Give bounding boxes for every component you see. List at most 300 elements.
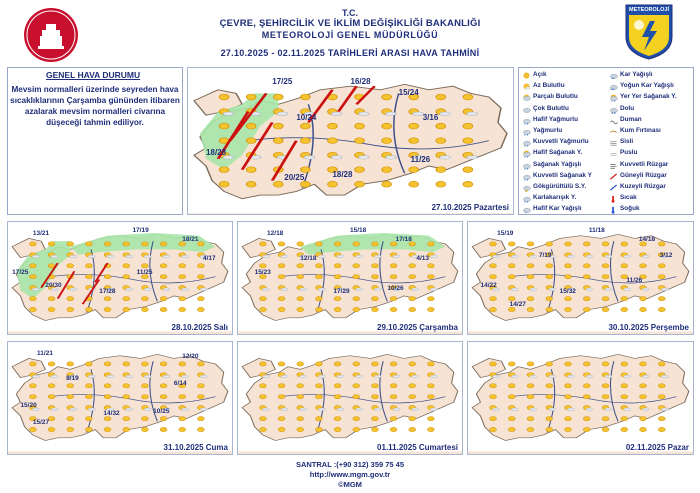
sun-icon [382, 167, 392, 173]
sun-icon [123, 384, 130, 388]
south-wind-icon [609, 173, 618, 181]
sun-icon [353, 242, 360, 246]
sun-icon [67, 384, 74, 388]
cloud-icon [623, 408, 631, 411]
sun-icon [527, 416, 534, 420]
cloud-icon [530, 408, 538, 411]
cloud-icon [69, 255, 76, 258]
turkey-map [468, 222, 693, 334]
sun-icon [86, 384, 93, 388]
legend-item [522, 183, 592, 194]
sun-icon [640, 384, 647, 388]
sun-icon [142, 395, 149, 399]
sun-icon [334, 427, 341, 431]
legend-item [522, 205, 592, 216]
cloud-icon [51, 375, 58, 378]
sun-icon [621, 384, 628, 388]
temperature-label: 15/19 [497, 230, 514, 238]
map-panel-friday [7, 341, 233, 455]
cloud-icon [548, 375, 556, 378]
sun-icon [390, 362, 397, 366]
footer-website[interactable]: http://www.mgm.gov.tr [309, 470, 391, 479]
temperature-label: 20/30 [45, 282, 62, 290]
legend-item [522, 93, 592, 104]
cloud-icon [281, 288, 288, 291]
sun-icon [104, 275, 111, 279]
sun-icon [428, 264, 435, 268]
sun-icon [490, 264, 497, 268]
cloud-icon [125, 255, 132, 258]
sun-icon [565, 384, 572, 388]
sun-icon [86, 395, 93, 399]
sun-icon [409, 138, 419, 144]
legend-item-label: Yoğun Kar Yağışlı [620, 82, 674, 90]
sun-icon [104, 296, 111, 300]
rain-icon [522, 128, 531, 136]
sun-icon [30, 427, 37, 431]
sun-icon [219, 94, 229, 100]
cloud-icon [125, 408, 132, 411]
sun-icon [179, 427, 186, 431]
cloud-icon [492, 255, 500, 258]
sun-icon [428, 307, 435, 311]
sun-icon [179, 395, 186, 399]
cloud-icon [331, 112, 342, 116]
sun-icon [527, 307, 534, 311]
cloud-icon [299, 408, 306, 411]
legend-item-label: Çok Bulutlu [533, 104, 569, 112]
sun-icon [390, 275, 397, 279]
sun-icon [246, 94, 256, 100]
sun-icon [334, 384, 341, 388]
sun-icon [160, 275, 167, 279]
sun-icon [372, 242, 379, 246]
sun-icon [246, 181, 256, 187]
sun-icon [316, 307, 323, 311]
legend-item-label: Sisli [620, 138, 634, 146]
sun-icon [328, 123, 338, 129]
sun-icon [390, 395, 397, 399]
sun-icon [382, 181, 392, 187]
sun-icon [490, 275, 497, 279]
svg-text:***: *** [610, 88, 615, 92]
sun-icon [334, 275, 341, 279]
sun-icon [621, 307, 628, 311]
legend-column-left [522, 71, 592, 216]
map-panel-tuesday [7, 221, 233, 335]
sun-icon [436, 94, 446, 100]
turkey-map [238, 222, 462, 334]
cloud-icon [440, 112, 451, 116]
sun-icon [316, 242, 323, 246]
temperature-label: 11/18 [588, 227, 605, 235]
sun-icon [390, 307, 397, 311]
sun-icon [508, 242, 515, 246]
sun-icon [219, 167, 229, 173]
sun-icon [508, 427, 515, 431]
map-date-label: 27.10.2025 Pazartesi [431, 203, 509, 212]
sun-icon [527, 296, 534, 300]
cloud-icon [548, 408, 556, 411]
temperature-label: 18/28 [206, 147, 227, 157]
sun-icon [583, 242, 590, 246]
sleet-icon [522, 195, 531, 203]
sun-icon [409, 427, 416, 431]
map-panel-monday [187, 67, 514, 215]
sun-icon [409, 384, 416, 388]
map-date-label: 30.10.2025 Perşembe [608, 323, 689, 332]
legend-item [609, 205, 677, 216]
sun-icon [565, 307, 572, 311]
sun-icon [30, 275, 37, 279]
sun-icon [428, 296, 435, 300]
sun-icon [508, 395, 515, 399]
sun-icon [508, 264, 515, 268]
sun-icon [583, 416, 590, 420]
sun-icon [546, 264, 553, 268]
hot-icon [609, 195, 618, 203]
temperature-label: 15/20 [20, 402, 37, 410]
sun-icon [48, 384, 55, 388]
cloud-icon [661, 408, 669, 411]
cloud-icon [262, 408, 269, 411]
legend-item-label: Kuzeyli Rüzgar [620, 182, 666, 190]
cloud-icon [88, 408, 95, 411]
sun-icon [602, 384, 609, 388]
cloud-icon [200, 375, 207, 378]
sun-icon [490, 427, 497, 431]
temperature-label: 13/21 [32, 230, 50, 238]
cloud-icon [393, 375, 400, 378]
cloud-icon [200, 288, 207, 291]
sun-icon [355, 167, 365, 173]
footer-copyright: ©MGM [338, 480, 362, 489]
sun-icon [301, 167, 311, 173]
sun-icon [334, 296, 341, 300]
sun-icon [316, 384, 323, 388]
cloud-icon [522, 106, 531, 114]
cloud-icon [511, 408, 519, 411]
sandstorm-icon [609, 128, 618, 136]
sun-icon [334, 307, 341, 311]
sun-icon [260, 242, 267, 246]
sun-icon [123, 362, 130, 366]
sun-icon [527, 264, 534, 268]
sun-icon [621, 395, 628, 399]
sun-icon [546, 362, 553, 366]
cloud-icon [163, 255, 170, 258]
legend-item-label: Kuvvetli Sağanak Y [533, 171, 592, 179]
sun-icon [508, 384, 515, 388]
legend-item-label: Az Bulutlu [533, 82, 565, 90]
legend-item [522, 149, 592, 160]
local-shower-icon [609, 94, 618, 102]
cloud-icon [262, 288, 269, 291]
temperature-label: 14/18 [638, 235, 656, 243]
cloud-icon [181, 375, 188, 378]
cloud-icon [318, 255, 325, 258]
cloud-icon [107, 255, 114, 258]
cloud-icon [467, 112, 478, 116]
sun-icon [198, 275, 205, 279]
sun-icon [142, 416, 149, 420]
sun-icon [602, 395, 609, 399]
sun-icon [48, 307, 55, 311]
sun-icon [390, 416, 397, 420]
temperature-label: 12/18 [267, 230, 284, 238]
sun-icon [490, 384, 497, 388]
cloud-icon [661, 288, 669, 291]
map-date-label: 02.11.2025 Pazar [625, 443, 689, 452]
sun-icon [353, 395, 360, 399]
sun-icon [390, 296, 397, 300]
cloud-icon [200, 408, 207, 411]
sun-icon [30, 296, 37, 300]
sun-icon [179, 275, 186, 279]
sun-icon [86, 362, 93, 366]
cloud-icon [32, 255, 39, 258]
sun-icon [658, 416, 665, 420]
cloud-icon [548, 288, 556, 291]
cloud-icon [605, 255, 613, 258]
sun-icon [123, 307, 130, 311]
sun-icon [142, 296, 149, 300]
sun-icon [583, 395, 590, 399]
sun-icon [260, 264, 267, 268]
sun-icon [142, 427, 149, 431]
sun-icon [355, 123, 365, 129]
sun-icon [527, 395, 534, 399]
temperature-label: 16/28 [350, 77, 371, 87]
temperature-label: 17/25 [12, 268, 29, 276]
sun-icon [278, 242, 285, 246]
sun-icon [297, 384, 304, 388]
sun-icon [179, 362, 186, 366]
cloud-icon [623, 255, 631, 258]
temperature-label: 4/13 [416, 254, 430, 262]
sun-icon [160, 427, 167, 431]
sun-icon [297, 416, 304, 420]
legend-item-label: Kar Yağışlı [620, 71, 653, 78]
sun-icon [621, 416, 628, 420]
sun-icon [372, 264, 379, 268]
sun-icon [546, 427, 553, 431]
sun-icon [67, 416, 74, 420]
sun-icon [246, 138, 256, 144]
map-date-label: 28.10.2025 Salı [171, 323, 228, 332]
cloud-icon [318, 288, 325, 291]
temperature-label: 15/18 [350, 227, 367, 235]
sun-icon [260, 307, 267, 311]
legend-item-label: Karlakarışık Y. [533, 194, 577, 202]
temperature-label: 3/12 [659, 252, 673, 260]
legend-item-label: Güneyli Rüzgar [620, 171, 667, 179]
sun-icon [658, 264, 665, 268]
cloud-icon [385, 112, 396, 116]
sun-icon [260, 395, 267, 399]
cloud-icon [331, 156, 342, 160]
sun-icon [198, 395, 205, 399]
heavy-shower-icon [522, 173, 531, 181]
sun-icon [602, 427, 609, 431]
sun-icon [48, 362, 55, 366]
legend-item [609, 82, 677, 93]
legend-item-label: Kum Fırtınası [620, 126, 661, 134]
temperature-label: 11/26 [410, 155, 431, 165]
map-date-label: 31.10.2025 Cuma [163, 443, 228, 452]
temperature-label: 11/25 [136, 268, 153, 276]
sun-icon [48, 242, 55, 246]
cold-icon [609, 206, 618, 214]
sun-icon [355, 138, 365, 144]
sun-icon [621, 427, 628, 431]
sun-icon [372, 384, 379, 388]
sun-icon [160, 264, 167, 268]
legend-item-label: Kuvvetli Yağmurlu [533, 138, 589, 146]
sun-icon [372, 427, 379, 431]
sun-icon [316, 275, 323, 279]
sun-icon [353, 264, 360, 268]
heavy-snow-icon [609, 83, 618, 91]
temperature-label: 3/16 [422, 113, 439, 123]
sun-icon [490, 395, 497, 399]
sun-icon [316, 296, 323, 300]
sun-icon [179, 296, 186, 300]
cloud-icon [511, 255, 519, 258]
sun-icon [297, 275, 304, 279]
legend-item-label: Hafif Yağmurlu [533, 115, 578, 123]
sun-icon [297, 296, 304, 300]
sun-icon [278, 384, 285, 388]
temperature-label: 10/25 [153, 407, 170, 415]
sun-icon [640, 264, 647, 268]
cloud-icon [393, 408, 400, 411]
sun-icon [142, 307, 149, 311]
sun-icon [583, 384, 590, 388]
cloud-icon [355, 255, 362, 258]
sun-icon [198, 307, 205, 311]
legend-item [522, 161, 592, 172]
temperature-label: 17/19 [132, 227, 149, 235]
sun-icon [123, 416, 130, 420]
legend-item [609, 183, 677, 194]
sun-icon [179, 264, 186, 268]
legend-item [609, 161, 677, 172]
sun-icon [527, 362, 534, 366]
sun-icon [334, 416, 341, 420]
sun-icon [316, 264, 323, 268]
sun-icon [123, 242, 130, 246]
legend-item-label: Açık [533, 71, 547, 78]
sun-icon [583, 362, 590, 366]
temperature-label: 4/17 [202, 254, 216, 262]
sun-icon [390, 427, 397, 431]
sun-icon [658, 384, 665, 388]
cloud-icon [642, 255, 650, 258]
cloud-icon [430, 255, 437, 258]
cloud-icon [163, 375, 170, 378]
sun-icon [160, 242, 167, 246]
sun-icon [198, 416, 205, 420]
sun-icon [30, 242, 37, 246]
sun-icon [640, 395, 647, 399]
sun-icon [260, 384, 267, 388]
cloud-icon [181, 288, 188, 291]
header-forecast-range: 27.10.2025 - 02.11.2025 TARİHLERİ ARASI HAVA TAHMİNİ [220, 48, 480, 58]
sun-icon [527, 427, 534, 431]
temperature-label: 6/14 [173, 380, 187, 388]
legend-column-right [609, 71, 677, 216]
sun-icon [104, 384, 111, 388]
cloud-icon [88, 255, 95, 258]
sun-icon [602, 296, 609, 300]
sun-icon [353, 296, 360, 300]
sun-icon [86, 264, 93, 268]
sun-icon [86, 427, 93, 431]
cloud-icon [605, 408, 613, 411]
temperature-label: 11/21 [37, 350, 53, 358]
sun-icon [602, 362, 609, 366]
sun-icon [463, 167, 473, 173]
sun-icon [179, 416, 186, 420]
sun-icon [463, 181, 473, 187]
sun-icon [278, 275, 285, 279]
temperature-label: 15/24 [398, 87, 419, 97]
sun-icon [490, 296, 497, 300]
sun-icon [658, 362, 665, 366]
cloud-icon [586, 408, 594, 411]
legend-item [522, 82, 592, 93]
sun-icon [508, 275, 515, 279]
cloud-icon [337, 375, 344, 378]
sun-icon [67, 242, 74, 246]
sun-icon [30, 362, 37, 366]
sun-icon [640, 307, 647, 311]
header-tc: T.C. [341, 8, 358, 18]
legend-item [609, 194, 677, 205]
sun-icon [436, 138, 446, 144]
sun-icon [219, 123, 229, 129]
sun-icon [278, 416, 285, 420]
sun-icon [409, 362, 416, 366]
sun-icon [48, 395, 55, 399]
sun-icon [278, 427, 285, 431]
sun-icon [316, 427, 323, 431]
sun-icon [546, 384, 553, 388]
sun-icon [104, 395, 111, 399]
sun-icon [86, 242, 93, 246]
sun-icon [67, 362, 74, 366]
sun-icon [602, 416, 609, 420]
map-panel-saturday [237, 341, 463, 455]
cloud-icon [430, 288, 437, 291]
cloud-icon [623, 375, 631, 378]
temperature-label: 10/26 [387, 284, 404, 292]
cloud-icon [144, 255, 151, 258]
sun-icon [104, 242, 111, 246]
sun-icon [490, 242, 497, 246]
sun-icon [428, 416, 435, 420]
cloud-icon [567, 375, 575, 378]
cloud-icon [567, 408, 575, 411]
north-wind-icon [609, 184, 618, 192]
cloud-icon [318, 375, 325, 378]
cloud-icon [304, 156, 315, 160]
sun-icon [409, 181, 419, 187]
cloud-icon [32, 288, 39, 291]
sun-icon [463, 94, 473, 100]
sun-icon [546, 416, 553, 420]
